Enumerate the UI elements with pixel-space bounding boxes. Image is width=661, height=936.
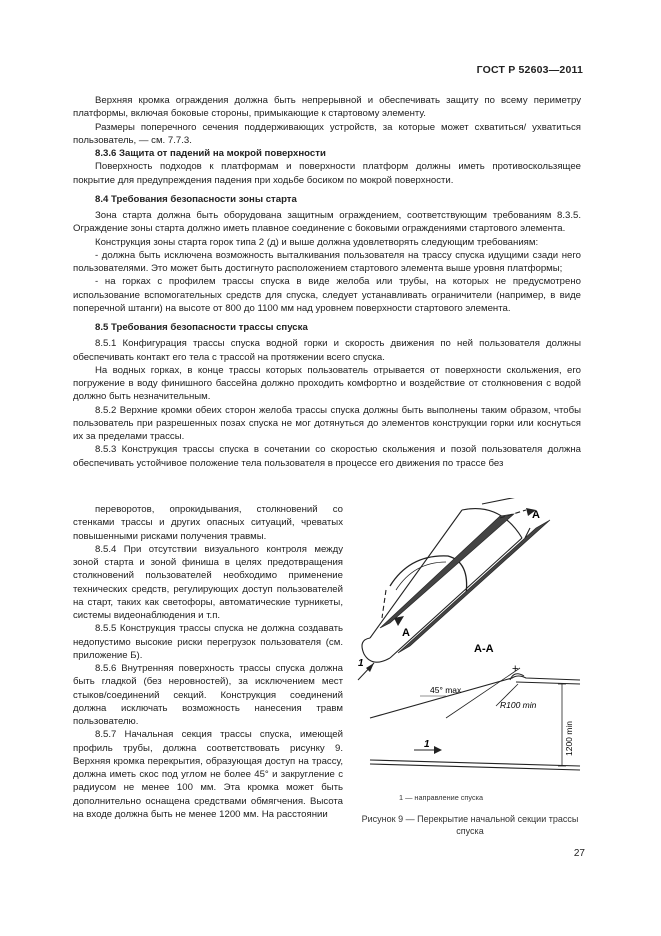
section-heading: 8.5 Требования безопасности трассы спуска xyxy=(95,322,308,333)
page-number: 27 xyxy=(573,848,585,859)
paragraph: 8.5.2 Верхние кромки обеих сторон желоба трассы спуска должны быть выполнены таким образом, чтобы пользователь при разрешенных позах спуска не мог дотянуться до элементов конструкции горки или коснуться их за пределами трассы. xyxy=(73,404,581,442)
paragraph: 8.5.7 Начальная секция трассы спуска, имеющей профиль трубы, должна соответствовать рисунку 9. Верхняя кромка перекрытия, образующая доступ на трассу, должна иметь скос под углом не более 45° и закругление с радиусом не менее 100 мм. Эта кромка может быть дополнительно оснащена средствами обмягчения. Высота на входе должна быть не менее 1200 мм. На расстоянии xyxy=(73,729,343,820)
section-heading: 8.3.6 Защита от падений на мокрой поверхности xyxy=(95,148,326,159)
paragraph: 8.5.1 Конфигурация трассы спуска водной горки и скорость движения по ней пользователя должны обеспечивать контакт его тела с трассой на протяжении всего спуска. xyxy=(73,338,581,363)
height-label: 1200 min xyxy=(564,721,574,756)
direction-label-1: 1 xyxy=(358,658,364,669)
paragraph: 8.5.5 Конструкция трассы спуска не должна создавать недопустимо высокие риски перегрузок пользователя (см. приложение Б). xyxy=(73,623,343,661)
figure-legend: 1 — направление спуска xyxy=(399,793,484,802)
direction-label-1b: 1 xyxy=(424,739,430,750)
section-markers xyxy=(394,508,536,626)
paragraph: Верхняя кромка ограждения должна быть непрерывной и обеспечивать защиту по всему периметру платформы, включая боковые стороны, примыкающие к стартовому элементу. xyxy=(73,95,581,120)
paragraph: Зона старта должна быть оборудована защитным ограждением, соответствующим требованиям 8.3.5. Ограждение зоны старта должно иметь плавное соединение с боковыми ограждениями стартового элемента. xyxy=(73,210,581,235)
left-column-text xyxy=(73,503,343,821)
plus-sign: + xyxy=(512,663,519,675)
label-a-bottom: A xyxy=(402,627,410,639)
radius-label: R100 min xyxy=(500,700,537,710)
paragraph: 8.5.3 Конструкция трассы спуска в сочетании со скоростью скольжения и позой пользователя должна обеспечивать устойчивое положение тела пользователя в процессе его движения по трассе без xyxy=(73,444,581,469)
section-drawing xyxy=(370,668,580,770)
document-id: ГОСТ Р 52603—2011 xyxy=(476,64,583,76)
paragraph: 8.5.6 Внутренняя поверхность трассы спуска должна быть гладкой (без неровностей), за исключением мест стыков/соединений секций. Конструкция соединений должна исключать возможность нанесения травм пользователю. xyxy=(73,663,343,727)
paragraph: 8.5.4 При отсутствии визуального контроля между зоной старта и зоной финиша в целях предотвращения столкновений пользователей необходимо применение технических средств, регулирующих доступ пользователей на старт, таких как светофоры, автоматические турникеты, системы видеонаблюдения и т.п. xyxy=(73,543,343,621)
paragraph: Конструкция зоны старта горок типа 2 (д) и выше должна удовлетворять следующим требованиям: xyxy=(95,236,539,248)
label-section-aa: A-A xyxy=(474,643,494,655)
paragraph: - должна быть исключена возможность выталкивания пользователя на трассу спуска идущими сзади него пользователями. Это может быть достигнуто расположением стартового элемента выше уровня платформы; xyxy=(73,249,581,274)
paragraph: переворотов, опрокидывания, столкновений со стенками трассы и других опасных ситуаций, чреватых повышенными рисками получения травмы. xyxy=(73,504,343,542)
main-text xyxy=(73,94,581,470)
tube-drawing xyxy=(362,498,550,662)
figure-9-diagram xyxy=(350,498,582,798)
angle-label: 45° max xyxy=(430,685,462,695)
paragraph: Поверхность подходов к платформам и поверхности платформ должны иметь противоскользящее покрытие для предупреждения падения при ходьбе босиком по мокрой поверхности. xyxy=(73,161,581,186)
figure-caption: Рисунок 9 — Перекрытие начальной секции трассы спуска xyxy=(361,814,579,836)
paragraph: Размеры поперечного сечения поддерживающих устройств, за которые может схватиться/ ухватиться пользователь, — см. 7.7.3. xyxy=(73,121,581,146)
paragraph: - на горках с профилем трассы спуска в виде желоба или трубы, на которых не предусмотрено использование вспомогательных средств для спуска, следует устанавливать ограничители (например, в виде поперечной штанги) на высоте от 800 до 1100 мм над уровнем поверхности стартового элемента. xyxy=(73,276,581,314)
paragraph: На водных горках, в конце трассы которых пользователь отрывается от поверхности скольжения, его погружение в воду финишного бассейна должно проходить комфортно и воздействие от столкновения с водой должно быть незначительным. xyxy=(73,364,581,403)
section-heading: 8.4 Требования безопасности зоны старта xyxy=(95,193,297,205)
label-a-top: A xyxy=(532,509,540,521)
